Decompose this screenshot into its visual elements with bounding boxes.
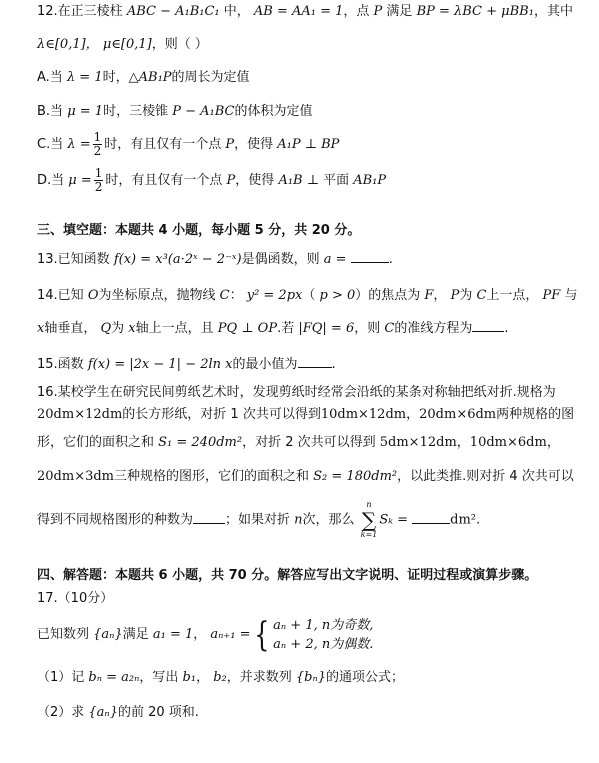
brace-symbol: { <box>253 614 269 655</box>
case-odd: aₙ + 1, n为奇数, <box>273 617 374 633</box>
q14-text: （ <box>302 288 320 303</box>
q14-math: Q <box>100 321 112 336</box>
option-b-text: 的体积为定值 <box>234 104 313 119</box>
q17-text: ， <box>196 670 214 685</box>
option-d-math: AB₁P <box>353 173 387 188</box>
vector-expr: BP = λBC + μBB₁ <box>416 4 534 19</box>
q17-part-1 <box>37 669 404 687</box>
q17-text: （1）记 <box>37 670 89 685</box>
q17-part-2 <box>37 704 199 722</box>
q14-text: 为 <box>459 288 477 303</box>
q16-text: 三种规格的图形，它们的面积之和 <box>114 469 314 484</box>
q14-text: ， <box>433 288 451 303</box>
q14-math: C <box>219 288 230 303</box>
q17-math: {bₙ} <box>295 670 327 685</box>
option-d-text: 时，有且仅有一个点 <box>105 173 227 188</box>
option-b-text: B.当 <box>37 104 68 119</box>
q17-math: aₙ₊₁ = <box>210 627 251 642</box>
prism-expr: ABC − A₁B₁C₁ <box>126 4 220 19</box>
q16-math: Sₖ <box>379 512 393 528</box>
q14-text: ）的焦点为 <box>355 288 425 303</box>
q16-math: S₁ = 240dm² <box>158 435 243 450</box>
option-d <box>37 166 386 196</box>
option-b-math: μ = 1 <box>67 104 104 119</box>
q17-math: a₁ = 1 <box>152 627 194 642</box>
q12-line-2 <box>37 36 208 54</box>
q17-text: 已知数列 <box>37 627 94 642</box>
answer-blank <box>351 249 389 263</box>
q14-text: 的准线方程为 <box>394 321 473 336</box>
q13-function: f(x) = x³(a·2ˣ − 2⁻ˣ) <box>113 252 242 267</box>
q14-math: |FQ| = 6 <box>298 321 355 336</box>
option-a-text: 时， <box>102 70 129 85</box>
answer-blank <box>472 318 504 332</box>
q16-text: 得到不同规格图形的种数为 <box>37 512 194 528</box>
q12-text: 中， <box>219 4 254 19</box>
q16-math: 10dm×6dm <box>469 435 547 450</box>
option-d-text: ，使得 <box>235 173 279 188</box>
q14-math: O <box>87 288 99 303</box>
option-c-math: λ = <box>67 137 91 152</box>
q17-text: ，并求数列 <box>226 670 296 685</box>
q12-text: 12.在正三棱柱 <box>37 4 127 19</box>
q14-text: .若 <box>277 321 299 336</box>
fraction-half <box>94 167 104 194</box>
q16-math: 20dm×6dm <box>419 407 497 422</box>
option-c-math: P <box>225 137 235 152</box>
q16-text: 两种规格的图 <box>496 407 575 422</box>
q14-text: ，则 <box>354 321 385 336</box>
option-a-text: A.当 <box>37 70 67 85</box>
q12-text: 满足 <box>382 4 417 19</box>
q16-text: 形，它们的面积之和 <box>37 435 159 450</box>
q14-math: p > 0 <box>319 288 356 303</box>
q14-line-2 <box>37 318 508 338</box>
option-c-text: ，使得 <box>234 137 278 152</box>
q17-math: b₂ <box>213 670 227 685</box>
option-c-text: 时，有且仅有一个点 <box>104 137 226 152</box>
piecewise-cases <box>273 616 373 654</box>
q14-line-1 <box>37 287 577 305</box>
q17-math: bₙ = a₂ₙ <box>88 670 140 685</box>
param-range: λ∈[0,1]， μ∈[0,1] <box>37 37 152 52</box>
q16-text: ， <box>546 435 560 450</box>
q14-math: y² = 2px <box>246 288 303 303</box>
fraction-den: 2 <box>93 144 102 158</box>
option-b-math: P − A₁BC <box>172 104 235 119</box>
q13-var: a <box>323 252 332 267</box>
sum-upper: n <box>366 500 372 509</box>
point-p: P <box>373 4 383 19</box>
q16-math: S₂ = 180dm² <box>313 469 398 484</box>
option-d-math: A₁B ⊥ <box>278 173 319 188</box>
q13 <box>37 249 393 269</box>
q14-math: x <box>37 321 45 336</box>
q16-text: ，对折 2 次共可以得到 <box>242 435 380 450</box>
option-a-math: △AB₁P <box>128 70 172 85</box>
answer-blank <box>193 510 225 524</box>
sum-lower: k=1 <box>360 530 378 539</box>
q12-text: ，则（ ） <box>151 37 208 52</box>
q17-math: {aₙ} <box>88 705 118 720</box>
q17-text: 满足 <box>122 627 153 642</box>
q14-text: 为 <box>111 321 129 336</box>
q16-text: ， <box>456 435 470 450</box>
summation <box>361 500 378 540</box>
q16-line-1: 16.某校学生在研究民间剪纸艺术时，发现剪纸时经常会沿纸的某条对称轴把纸对折.规格为 <box>37 385 556 400</box>
option-c-text: C.当 <box>37 137 68 152</box>
q14-math: F <box>424 288 434 303</box>
q16-line-3 <box>37 434 560 452</box>
option-b <box>37 103 312 121</box>
q14-text: 轴垂直， <box>44 321 101 336</box>
q13-text: 13.已知函数 <box>37 252 114 267</box>
q17-text: 的前 20 项和. <box>117 705 199 720</box>
q14-math: C <box>384 321 395 336</box>
q14-text: ： <box>229 288 247 303</box>
q15-text: 的最小值为 <box>232 357 298 372</box>
q16-math: 5dm×12dm <box>379 435 457 450</box>
option-a-text: 的周长为定值 <box>171 70 250 85</box>
q13-text: 是偶函数，则 <box>241 252 324 267</box>
q16-line-5 <box>37 500 480 540</box>
q14-text: . <box>504 321 509 336</box>
q17-text: 的通项公式； <box>326 670 405 685</box>
q12-text: ，其中 <box>533 4 573 19</box>
q13-text: . <box>388 252 393 267</box>
q16-eq: = <box>392 512 413 528</box>
q14-text: 为坐标原点，抛物线 <box>98 288 220 303</box>
q17-math: {aₙ} <box>93 627 123 642</box>
q17-text: ， <box>193 627 211 642</box>
fraction-num: 1 <box>93 130 102 144</box>
option-d-text: D.当 <box>37 173 69 188</box>
sigma-symbol: ∑ <box>361 508 377 532</box>
q16-math: 10dm×12dm <box>320 407 407 422</box>
q16-math: 20dm×3dm <box>37 469 115 484</box>
option-c <box>37 130 339 160</box>
q16-text: 次，那么 <box>302 512 359 528</box>
edge-cond: AB = AA₁ = 1 <box>253 4 344 19</box>
q17-text: （2）求 <box>37 705 89 720</box>
fraction-den: 2 <box>94 180 103 194</box>
option-c-math: A₁P ⊥ BP <box>277 137 340 152</box>
case-even: aₙ + 2, n为偶数. <box>273 636 374 652</box>
q15-function: f(x) = |2x − 1| − 2ln x <box>87 357 233 372</box>
q17-head: 17.（10分） <box>37 591 114 606</box>
q14-math: PF <box>542 288 561 303</box>
q14-math: PQ ⊥ OP <box>217 321 278 336</box>
section-3-heading: 三、填空题：本题共 4 小题，每小题 5 分，共 20 分。 <box>37 223 361 238</box>
q12-text: ，点 <box>343 4 374 19</box>
q15-text: . <box>331 357 336 372</box>
q16-text: ， <box>406 407 420 422</box>
q14-text: 上一点， <box>486 288 543 303</box>
option-b-text: 时，三棱锥 <box>103 104 173 119</box>
q17-line-1 <box>37 614 373 656</box>
q16-text: 的长方形纸，对折 1 次共可以得到 <box>122 407 321 422</box>
option-a-math: λ = 1 <box>66 70 103 85</box>
answer-blank <box>298 354 332 368</box>
q16-math: 20dm×12dm <box>37 407 123 422</box>
q16-math: n <box>294 512 303 528</box>
option-a <box>37 69 250 87</box>
q14-text: 14.已知 <box>37 288 88 303</box>
answer-blank <box>412 510 450 524</box>
option-d-text: 平面 <box>318 173 354 188</box>
q16-unit: dm² <box>450 512 477 528</box>
q16-text: ；如果对折 <box>225 512 295 528</box>
q15 <box>37 354 336 374</box>
q17-math: b₁ <box>182 670 197 685</box>
q16-line-4 <box>37 468 574 486</box>
option-d-math: P <box>226 173 236 188</box>
option-d-math: μ = <box>68 173 92 188</box>
q12-line-1 <box>37 3 573 21</box>
q14-math: P <box>450 288 460 303</box>
q16-text: ，以此类推.则对折 4 次共可以 <box>397 469 574 484</box>
fraction-half <box>93 131 103 158</box>
q14-text: 轴上一点，且 <box>135 321 218 336</box>
q14-math: x <box>128 321 136 336</box>
section-4-heading: 四、解答题：本题共 6 小题，共 70 分。解答应写出文字说明、证明过程或演算步骤。 <box>37 568 538 583</box>
q15-text: 15.函数 <box>37 357 88 372</box>
q13-eq: = <box>331 252 351 267</box>
q14-text: 与 <box>560 288 578 303</box>
q16-line-2 <box>37 406 574 424</box>
q16-text: . <box>476 512 481 528</box>
q17-text: ，写出 <box>139 670 183 685</box>
q14-math: C <box>476 288 487 303</box>
fraction-num: 1 <box>94 166 103 180</box>
